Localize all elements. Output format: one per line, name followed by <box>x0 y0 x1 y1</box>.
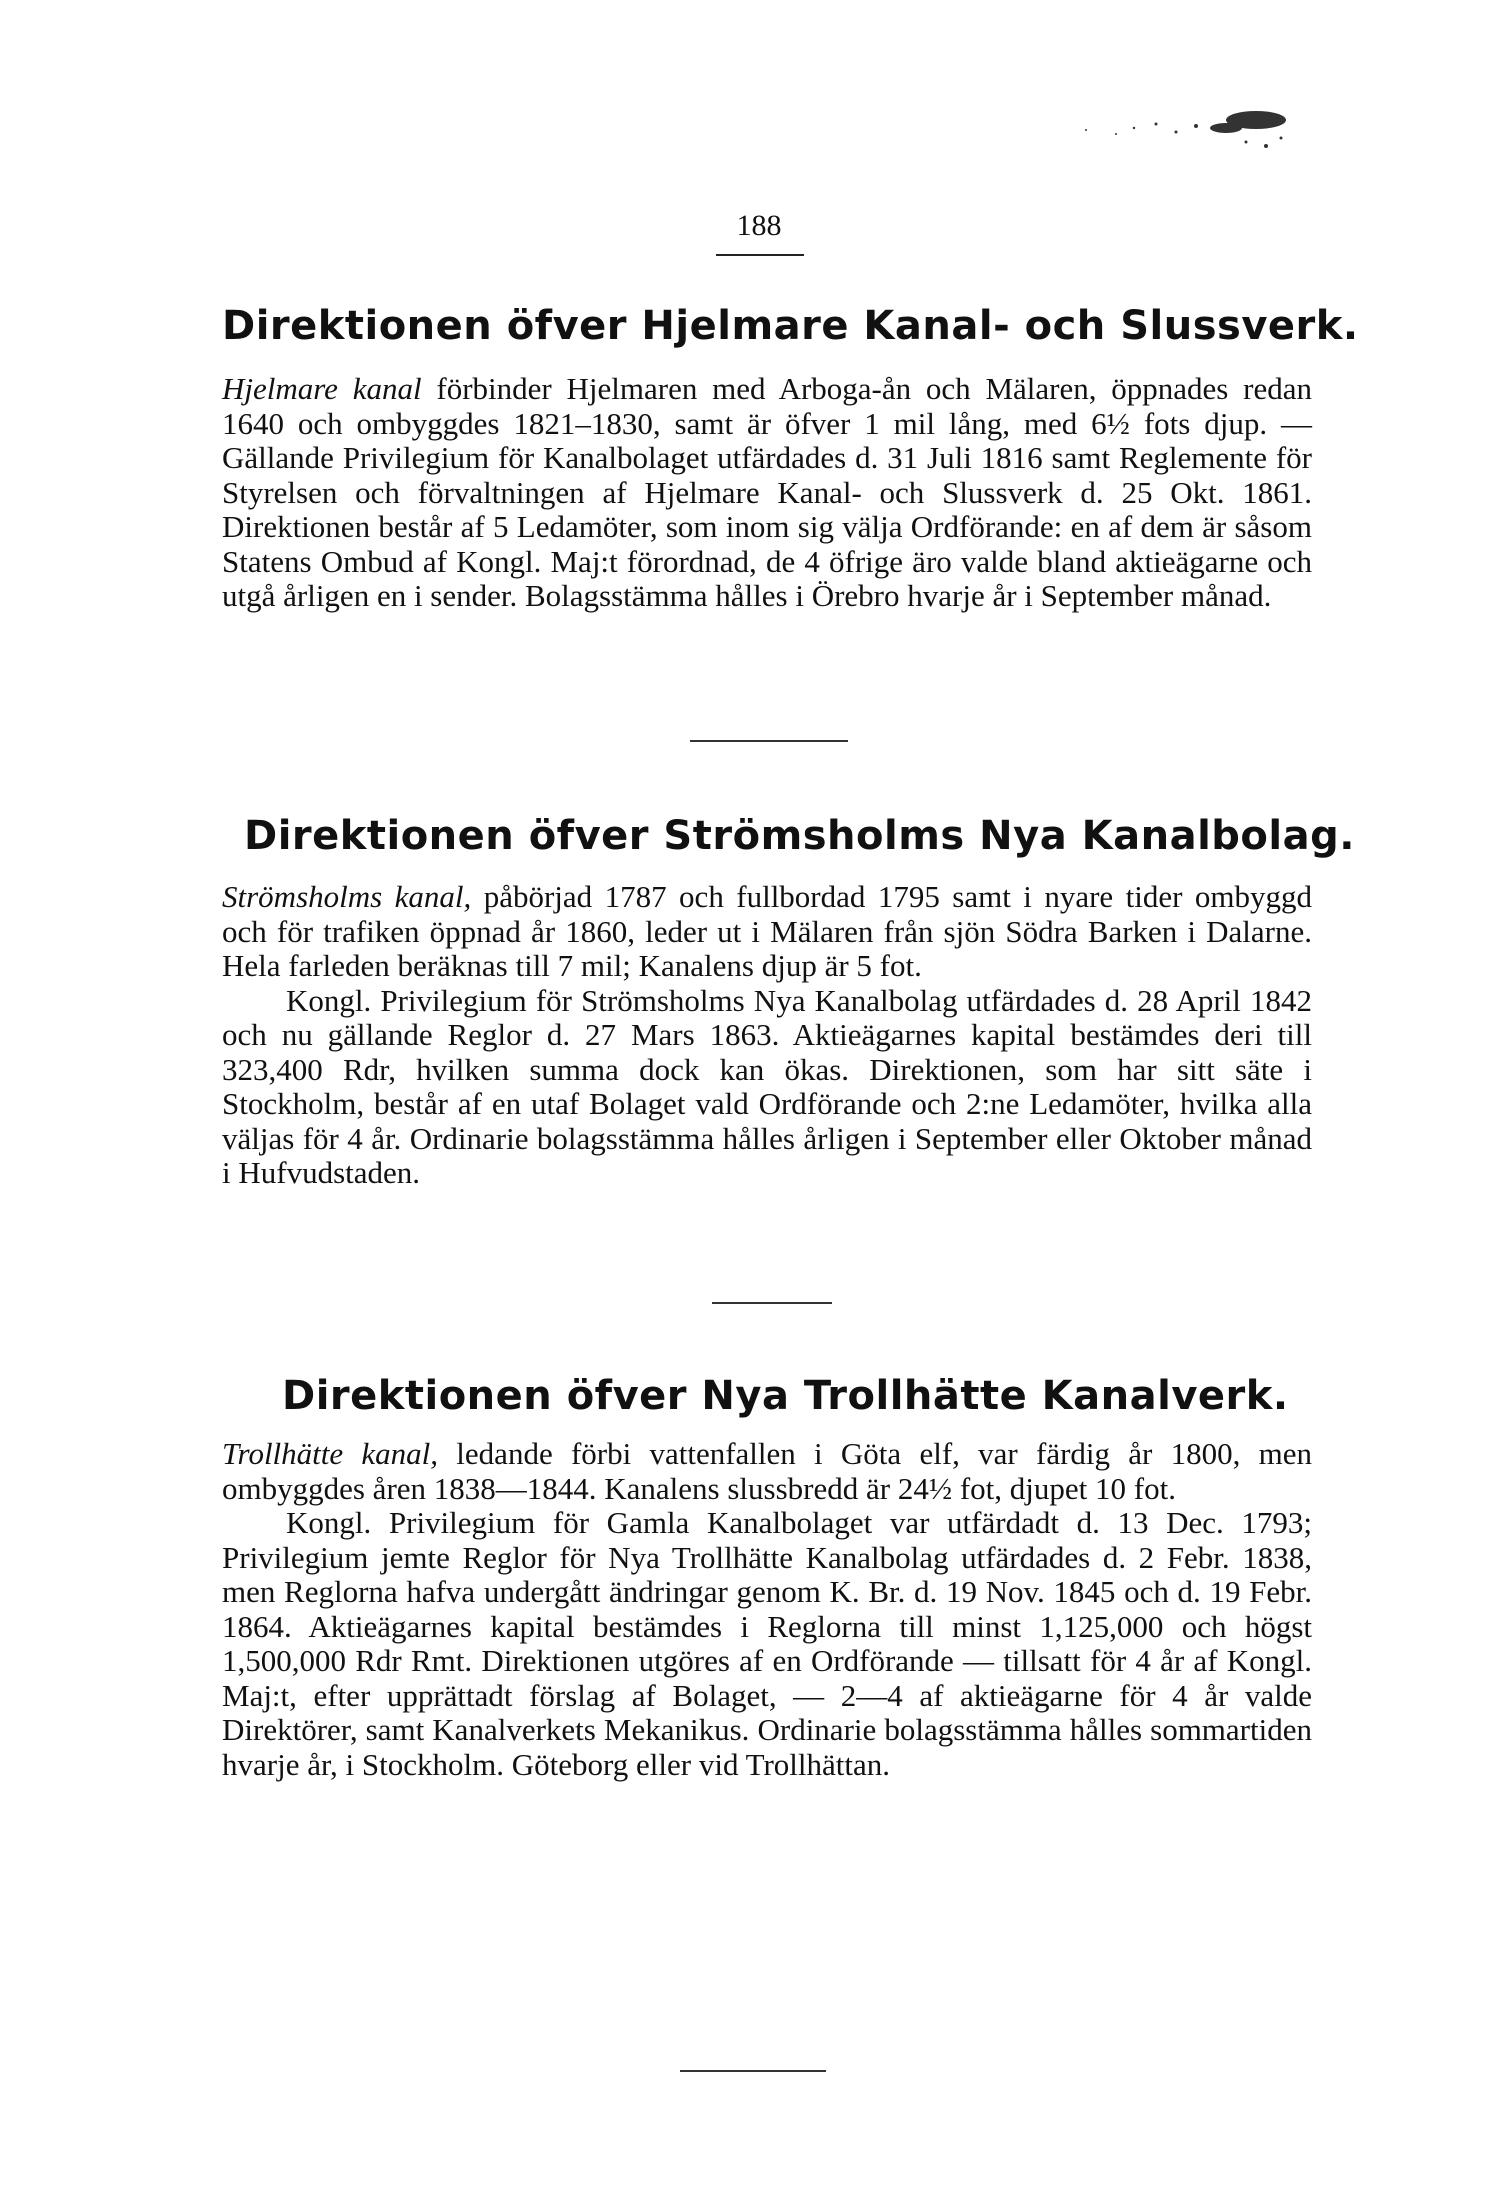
section-body-stromsholm <box>222 880 1312 1191</box>
canal-name: Strömsholms kanal, <box>222 879 472 914</box>
section-body-hjelmare <box>222 372 1312 614</box>
paragraph-text: ledande förbi vattenfallen i Göta elf, var färdig år 1800, men ombyggdes åren 1838—1844. Kanalens slussbredd är 24½ fot, djupet 10 fot. <box>222 1436 1312 1506</box>
canal-name: Trollhätte kanal, <box>222 1436 439 1471</box>
section-separator <box>680 2070 826 2072</box>
section-heading-trollhatte: Direktionen öfver Nya Trollhätte Kanalverk. <box>282 1373 1289 1419</box>
canal-name: Hjelmare kanal <box>222 371 422 406</box>
section-body-trollhatte <box>222 1437 1312 1782</box>
paragraph-text: Kongl. Privilegium för Gamla Kanalbolaget var utfärdadt d. 13 Dec. 1793; Privilegium jemte Reglor för Nya Trollhätte Kanalbolag utfärdades d. 2 Febr. 1838, men Reglorna hafva undergått ändringar genom K. Br. d. 19 Nov. 1845 och d. 19 Febr. 1864. Aktieägarnes kapital bestämdes i Reglorna till minst 1,125,000 och högst 1,500,000 Rdr Rmt. Direktionen utgöres af en Ordförande — tillsatt för 4 år af Kongl. Maj:t, efter upprättadt förslag af Bolaget, — 2—4 af aktieägarne för 4 år valde Direktörer, samt Kanalverkets Mekanikus. Ordinarie bolagsstämma hålles sommartiden hvarje år, i Stockholm. Göteborg eller vid Trollhättan. <box>222 1505 1312 1782</box>
page-number-rule <box>716 254 804 256</box>
paragraph <box>222 984 1312 1191</box>
section-heading-hjelmare: Direktionen öfver Hjelmare Kanal- och Slussverk. <box>222 303 1359 349</box>
paragraph-text: Kongl. Privilegium för Strömsholms Nya Kanalbolag utfärdades d. 28 April 1842 och nu gällande Reglor d. 27 Mars 1863. Aktieägarnes kapital bestämdes deri till 323,400 Rdr, hvilken summa dock kan ökas. Direktionen, som har sitt säte i Stockholm, består af en utaf Bolaget vald Ordförande och 2:ne Ledamöter, hvilka alla väljas för 4 år. Ordinarie bolagsstämma hålles årligen i September eller Oktober månad i Hufvudstaden. <box>222 982 1312 1190</box>
scan-smudge <box>1056 98 1296 168</box>
section-separator <box>712 1302 832 1304</box>
page-number: 188 <box>736 209 782 242</box>
paragraph <box>222 372 1312 614</box>
paragraph <box>222 1437 1312 1506</box>
paragraph <box>222 880 1312 984</box>
paragraph-text: påbörjad 1787 och fullbordad 1795 samt i nyare tider ombyggd och för trafiken öppnad år 1860, leder ut i Mälaren från sjön Södra Barken i Dalarne. Hela farleden beräknas till 7 mil; Kanalens djup är 5 fot. <box>222 879 1312 983</box>
paragraph-text: förbinder Hjelmaren med Arboga-ån och Mälaren, öppnades redan 1640 och ombyggdes 1821–1830, samt är öfver 1 mil lång, med 6½ fots djup. — Gällande Privilegium för Kanalbolaget utfärdades d. 31 Juli 1816 samt Reglemente för Styrelsen och förvaltningen af Hjelmare Kanal- och Slussverk d. 25 Okt. 1861. Direktionen består af 5 Ledamöter, som inom sig välja Ordförande: en af dem är såsom Statens Ombud af Kongl. Maj:t förordnad, de 4 öfrige äro valde bland aktieägarne och utgå årligen en i sender. Bolagsstämma hålles i Örebro hvarje år i September månad. <box>222 371 1312 613</box>
section-separator <box>690 740 848 742</box>
section-heading-stromsholm: Direktionen öfver Strömsholms Nya Kanalbolag. <box>244 813 1355 859</box>
paragraph <box>222 1506 1312 1782</box>
